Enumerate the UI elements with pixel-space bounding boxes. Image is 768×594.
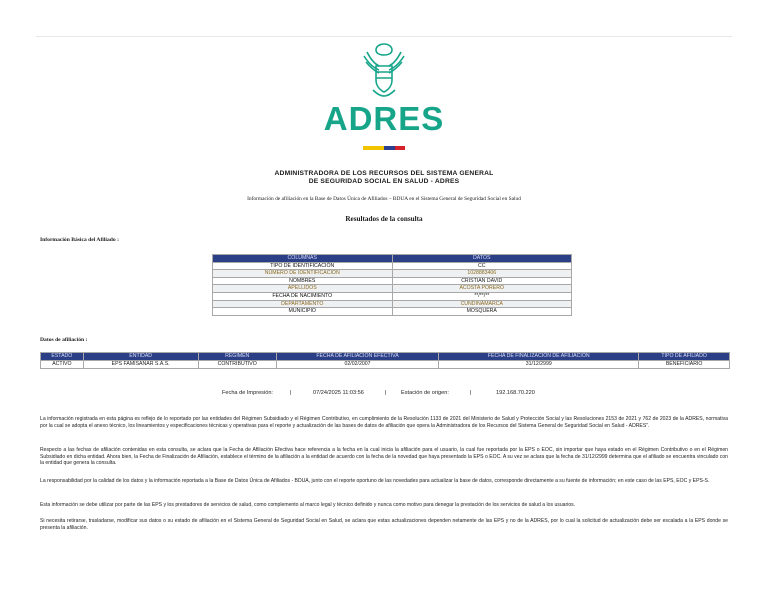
table-row	[213, 292, 572, 300]
logo	[0, 40, 768, 98]
column-header: COLUMNAS	[213, 255, 393, 263]
row-label: FECHA DE NACIMIENTO	[213, 292, 393, 300]
row-label: TIPO DE IDENTIFICACIÓN	[213, 262, 393, 270]
column-header: ESTADO	[41, 353, 84, 361]
row-value: **/**/**	[392, 292, 572, 300]
table-row	[213, 262, 572, 270]
table-row	[41, 361, 730, 369]
row-label: DEPARTAMENTO	[213, 300, 393, 308]
column-header: FECHA DE AFILIACIÓN EFECTIVA	[276, 353, 438, 361]
page-subtitle: Información de afiliación en la Base de Datos Única de Afiliados – BDUA en el Sistema General de Seguridad Social en Salud	[247, 196, 521, 202]
top-divider	[36, 36, 732, 37]
separator: |	[470, 390, 472, 396]
disclaimer-paragraph: Si necesita retirarse, trasladarse, modificar sus datos o su estado de afiliación en el Sistema General de Seguridad Social en Salud, se aclara que estas actualizaciones dependen netamente de las EPS y no de la ADRES, por lo cual la solicitud de actualización debe ser escalada a la EPS donde se presenta la afiliación.	[40, 518, 728, 531]
row-value: CRISTIAN DAVID	[392, 277, 572, 285]
row-label: APELLIDOS	[213, 285, 393, 293]
table-row	[213, 300, 572, 308]
table-row	[213, 308, 572, 316]
column-header: ENTIDAD	[83, 353, 198, 361]
affiliation-label: Datos de afiliación :	[40, 337, 88, 343]
disclaimer-paragraph: La responsabilidad por la calidad de los datos y la información reportada a la Base de Datos Única de Afiliados - BDUA, junto con el reporte oportuno de las novedades para actualizar la base de datos, corresponde directamente a su fuente de información; en este caso de las EPS, EOC y EPS-S.	[40, 478, 710, 484]
results-title: Resultados de la consulta	[345, 215, 423, 223]
table-row	[213, 270, 572, 278]
station-value: 192.168.70.220	[496, 390, 535, 396]
column-header: TIPO DE AFILIADO	[639, 353, 730, 361]
affiliation-table	[40, 352, 730, 369]
cell-fecha-afiliacion: 02/02/2007	[276, 361, 438, 369]
row-value: CUNDINAMARCA	[392, 300, 572, 308]
row-value: MOSQUERA	[392, 308, 572, 316]
basic-info-label: Información Básica del Afiliado :	[40, 237, 119, 243]
table-row	[213, 285, 572, 293]
station-label: Estación de origen:	[401, 390, 449, 396]
disclaimer-paragraph: La información registrada en esta página es reflejo de lo reportado por las entidades del Régimen Subsidiado y el Régimen Contributivo, en cumplimiento de la Resolución 1133 de 2021 del Ministerio de Salud y Protección Social y las Resoluciones 2153 de 2021 y 762 de 2023 de la ADRES, normativa por la cual se adopta el anexo técnico, los lineamientos y especificaciones técnicas y operativas para el reporte y actualización de las bases de datos de afiliación que opera la Administradora de los Recursos del Sistema General de Seguridad Social en Salud - ADRES".	[40, 416, 728, 429]
separator: |	[385, 390, 387, 396]
cell-fecha-finalizacion: 31/12/2999	[439, 361, 639, 369]
cell-regimen: CONTRIBUTIVO	[198, 361, 276, 369]
row-value: CC	[392, 262, 572, 270]
row-value: 1028883406	[392, 270, 572, 278]
separator: |	[290, 390, 292, 396]
brand-name: ADRES	[323, 100, 445, 137]
row-label: NOMBRES	[213, 277, 393, 285]
disclaimer-paragraph: Respecto a las fechas de afiliación contenidas en esta consulta, se aclara que la Fecha de Afiliación Efectiva hace referencia a la fecha en la cual inicia la afiliación para el usuario, la cual fue reportada por la EPS o EOC, sin importar que haya estado en el Régimen Contributivo o en el Régimen Subsidiado en dicha entidad. Ahora bien, la Fecha de Finalización de Afiliación, establece el término de la afiliación a la entidad de acuerdo con la fecha de la novedad que haya presentado la EPS o EOC. A su vez se aclara que la fecha de 31/12/2999 determina que el afiliado se encuentra vinculado con la entidad que genera la consulta.	[40, 447, 728, 467]
cell-estado: ACTIVO	[41, 361, 84, 369]
disclaimer-paragraph: Esta información se debe utilizar por parte de las EPS y los prestadores de servicios de salud, como complemento al marco legal y técnico definido y nunca como motivo para denegar la prestación de los servicios de salud a los usuarios.	[40, 502, 576, 508]
column-header: REGIMEN	[198, 353, 276, 361]
row-label: NÚMERO DE IDENTIFICACION	[213, 270, 393, 278]
print-date-label: Fecha de Impresión:	[222, 390, 273, 396]
row-label: MUNICIPIO	[213, 308, 393, 316]
column-header: FECHA DE FINALIZACIÓN DE AFILIACIÓN	[439, 353, 639, 361]
print-date-value: 07/24/2025 11:03:56	[313, 390, 364, 396]
table-row	[213, 277, 572, 285]
row-value: ACOSTA PORERO	[392, 285, 572, 293]
colombia-flag-bar	[363, 146, 405, 150]
column-header: DATOS	[392, 255, 572, 263]
basic-info-table	[212, 254, 572, 316]
coat-of-arms-icon	[361, 40, 407, 98]
table-header-row	[41, 353, 730, 361]
table-header-row	[213, 255, 572, 263]
org-name-line-2: DE SEGURIDAD SOCIAL EN SALUD - ADRES	[308, 178, 460, 185]
cell-entidad: EPS FAMISANAR S.A.S.	[83, 361, 198, 369]
org-name-line-1: ADMINISTRADORA DE LOS RECURSOS DEL SISTEMA GENERAL	[274, 170, 494, 177]
cell-tipo-afiliado: BENEFICIARIO	[639, 361, 730, 369]
